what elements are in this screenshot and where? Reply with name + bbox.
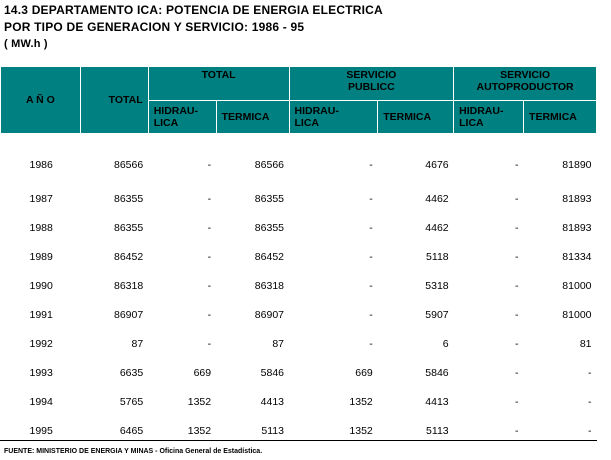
header-total-hidraulica	[148, 101, 216, 134]
cell-auto-termica: 81890	[562, 159, 592, 171]
cell-publico-hidraulica: 1352	[349, 395, 373, 408]
cell-total-hidraulica: -	[207, 250, 212, 263]
cell-auto-termica: -	[588, 395, 592, 408]
cell-total-hidraulica: 1352	[187, 424, 212, 437]
cell-total-termica: 86907	[254, 308, 284, 321]
header-group-auto-line2: AUTOPRODUCTOR	[476, 81, 574, 93]
cell-publico-hidraulica: 1352	[349, 424, 373, 437]
cell-year: 1991	[29, 308, 53, 321]
cell-total-hidraulica: -	[207, 308, 212, 321]
cell-total: 86452	[113, 250, 144, 263]
table-body	[1, 134, 597, 446]
cell-total-hidraulica: -	[207, 192, 212, 205]
table-row	[1, 329, 597, 358]
cell-year: 1990	[29, 279, 53, 292]
header-auto-termica: TERMICA	[524, 101, 597, 134]
cell-total-hidraulica: -	[207, 337, 212, 350]
source-footnote: FUENTE: MINISTERIO DE ENERGIA Y MINAS - Oficina General de Estadística.	[4, 448, 263, 455]
cell-auto-hidraulica: -	[515, 337, 519, 350]
cell-auto-hidraulica: -	[515, 279, 519, 292]
cell-auto-termica: 81334	[562, 250, 592, 263]
header-total-termica: TERMICA	[216, 101, 289, 134]
cell-total: 87	[131, 337, 144, 350]
cell-total-termica: 86355	[254, 221, 284, 234]
table-row	[1, 134, 597, 185]
table-row	[1, 300, 597, 329]
cell-total-termica: 86355	[254, 192, 284, 205]
cell-auto-termica: 81	[579, 337, 592, 350]
table-row	[1, 242, 597, 271]
cell-total: 86566	[113, 159, 144, 171]
table-row	[1, 213, 597, 242]
data-table	[0, 66, 597, 445]
header-group-auto-line1: SERVICIO	[500, 69, 551, 81]
cell-auto-hidraulica: -	[515, 250, 519, 263]
cell-publico-termica: 5113	[426, 424, 449, 437]
cell-year: 1989	[29, 250, 53, 263]
table-unit: ( MW.h )	[4, 38, 48, 50]
table-row	[1, 387, 597, 416]
header-group-autoproductor	[454, 67, 597, 101]
cell-publico-hidraulica: -	[369, 192, 373, 205]
cell-total: 86907	[113, 308, 144, 321]
header-total: TOTAL	[80, 67, 148, 134]
cell-auto-termica: 81893	[562, 221, 592, 234]
cell-total-termica: 4413	[260, 395, 284, 408]
cell-auto-hidraulica: -	[515, 424, 519, 437]
cell-year: 1986	[29, 159, 53, 171]
cell-auto-hidraulica: -	[515, 192, 519, 205]
cell-total-hidraulica: 1352	[187, 395, 212, 408]
cell-publico-termica: 5318	[425, 279, 449, 292]
header-hidraulica-line2: LICA	[294, 117, 319, 129]
cell-publico-termica: 5118	[426, 250, 449, 263]
cell-year: 1987	[29, 192, 53, 205]
cell-total-termica: 86452	[254, 250, 284, 263]
header-auto-hidraulica	[454, 101, 524, 134]
cell-total-termica: 86318	[254, 279, 284, 292]
cell-year: 1988	[29, 221, 53, 234]
cell-publico-termica: 5907	[425, 308, 449, 321]
cell-auto-termica: 81000	[562, 308, 592, 321]
cell-publico-termica: 6	[442, 337, 449, 350]
cell-auto-termica: -	[588, 366, 592, 379]
cell-total-hidraulica: 669	[193, 366, 212, 379]
cell-total-termica: 5113	[261, 424, 284, 437]
cell-total: 86355	[113, 192, 144, 205]
cell-year: 1994	[29, 395, 53, 408]
cell-total-hidraulica: -	[207, 279, 212, 292]
cell-auto-hidraulica: -	[515, 159, 519, 171]
cell-total-hidraulica: -	[207, 159, 212, 171]
cell-auto-termica: 81000	[562, 279, 592, 292]
header-publico-termica: TERMICA	[378, 101, 454, 134]
cell-publico-termica: 5846	[425, 366, 449, 379]
cell-total: 86355	[113, 221, 144, 234]
cell-auto-hidraulica: -	[515, 395, 519, 408]
cell-total-termica: 87	[272, 337, 284, 350]
header-group-publico	[289, 67, 454, 101]
cell-auto-hidraulica: -	[515, 366, 519, 379]
table-subtitle: POR TIPO DE GENERACION Y SERVICIO: 1986 - 95	[4, 20, 305, 34]
cell-publico-termica: 4462	[425, 221, 449, 234]
cell-publico-hidraulica: -	[369, 159, 373, 171]
header-group-publico-line1: SERVICIO	[346, 69, 397, 81]
cell-auto-termica: 81893	[562, 192, 592, 205]
cell-total-termica: 5846	[260, 366, 284, 379]
cell-publico-termica: 4676	[425, 159, 449, 171]
table-row	[1, 271, 597, 300]
cell-auto-hidraulica: -	[515, 221, 519, 234]
header-hidraulica-line1: HIDRAU-	[153, 105, 199, 117]
cell-total-hidraulica: -	[207, 221, 212, 234]
footer-divider	[0, 440, 597, 441]
cell-total: 6635	[119, 366, 144, 379]
cell-total-termica: 86566	[254, 159, 284, 171]
cell-publico-hidraulica: -	[369, 337, 373, 350]
header-year: A Ñ O	[1, 67, 81, 134]
cell-publico-hidraulica: -	[369, 279, 373, 292]
header-publico-hidraulica	[289, 101, 378, 134]
cell-total: 6465	[119, 424, 144, 437]
cell-publico-hidraulica: -	[369, 250, 373, 263]
cell-year: 1993	[29, 366, 53, 379]
header-hidraulica-line1: HIDRAU-	[294, 105, 339, 117]
header-group-total: TOTAL	[148, 67, 289, 101]
cell-publico-termica: 4462	[425, 192, 449, 205]
cell-year: 1992	[29, 337, 53, 350]
cell-publico-hidraulica: -	[369, 308, 373, 321]
header-hidraulica-line1: HIDRAU-	[459, 105, 504, 117]
cell-publico-termica: 4413	[425, 395, 449, 408]
table-row	[1, 358, 597, 387]
cell-publico-hidraulica: -	[369, 221, 373, 234]
cell-total: 86318	[113, 279, 144, 292]
cell-auto-hidraulica: -	[515, 308, 519, 321]
header-hidraulica-line2: LICA	[153, 117, 179, 129]
cell-auto-termica: -	[588, 424, 592, 437]
header-hidraulica-line2: LICA	[459, 117, 484, 129]
table-row	[1, 184, 597, 213]
cell-publico-hidraulica: 669	[355, 366, 373, 379]
header-group-publico-line2: PUBLICC	[347, 81, 395, 93]
table-title: 14.3 DEPARTAMENTO ICA: POTENCIA DE ENERGIA ELECTRICA	[4, 3, 383, 17]
cell-total: 5765	[119, 395, 144, 408]
cell-year: 1995	[29, 424, 53, 437]
